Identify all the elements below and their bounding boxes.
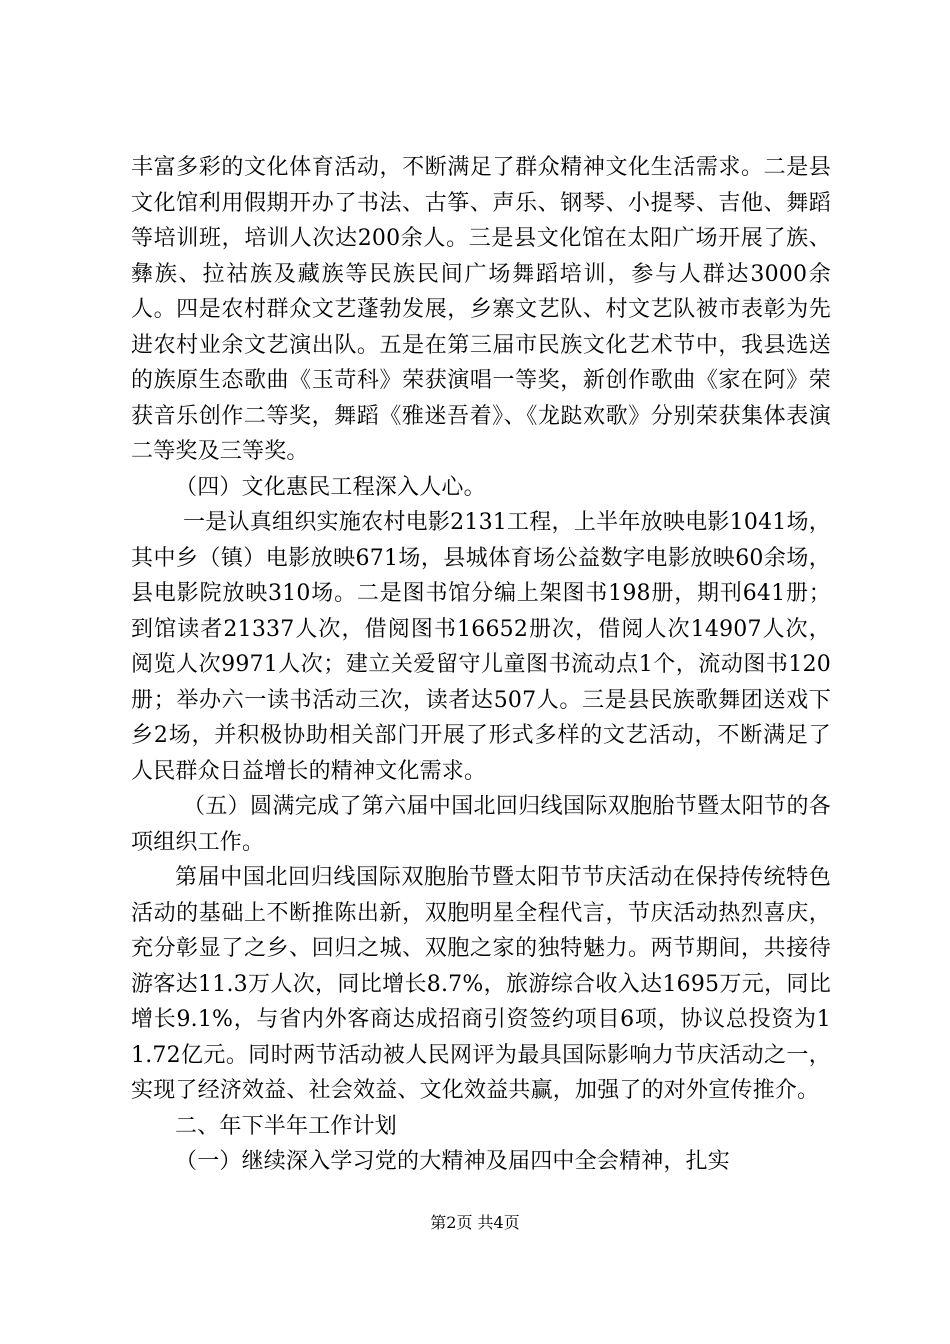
page-number-footer: 第2页 共4页 xyxy=(430,1213,520,1232)
heading-second-half-plan: 二、年下半年工作计划 xyxy=(175,1113,398,1139)
heading-section-five: （五）圆满完成了第六届中国北回归线国际双胞胎节暨太阳节的各项组织工作。 xyxy=(131,794,831,855)
paragraph-cultural-benefits: 一是认真组织实施农村电影2131工程，上半年放映电影1041场，其中乡（镇）电影放映671场，县城体育场公益数字电影放映60余场，县电影院放映310场。二是图书馆分编上架图书198册，期刊641册；到馆读者21337人次，借阅图书16652册次，借阅人次14907人次，阅览人次9971人次；建立关爱留守儿童图书流动点1个，流动图书120册；举办六一读书活动三次，读者达507人。三是县民族歌舞团送戏下乡2场，并积极协助相关部门开展了形式多样的文艺活动，不断满足了人民群众日益增长的精神文化需求。 xyxy=(131,510,831,784)
paragraph-twins-festival: 第届中国北回归线国际双胞胎节暨太阳节节庆活动在保持传统特色活动的基础上不断推陈出新，双胞明星全程代言，节庆活动热烈喜庆，充分彰显了之乡、回归之城、双胞之家的独特魅力。两节期间，共接待游客达11.3万人次，同比增长8.7%，旅游综合收入达1695万元，同比增长9.1%，与省内外客商达成招商引资签约项目6项，协议总投资为11.72亿元。同时两节活动被人民网评为最具国际影响力节庆活动之一，实现了经济效益、社会效益、文化效益共赢，加强了的对外宣传推介。 xyxy=(131,865,831,1103)
document-body xyxy=(131,150,831,1180)
heading-plan-item-one: （一）继续深入学习党的大精神及届四中全会精神，扎实 xyxy=(175,1149,731,1174)
heading-section-four: （四）文化惠民工程深入人心。 xyxy=(175,474,486,500)
paragraph-culture-activities: 丰富多彩的文化体育活动，不断满足了群众精神文化生活需求。二是县文化馆利用假期开办了书法、古筝、声乐、钢琴、小提琴、吉他、舞蹈等培训班，培训人次达200余人。三是县文化馆在太阳广场开展了族、彝族、拉祜族及藏族等民族民间广场舞蹈培训，参与人群达3000余人。四是农村群众文艺蓬勃发展，乡寨文艺队、村文艺队被市表彰为先进农村业余文艺演出队。五是在第三届市民族文化艺术节中，我县选送的族原生态歌曲《玉苛科》荣获演唱一等奖，新创作歌曲《家在阿》荣获音乐创作二等奖，舞蹈《雅迷吾着》、《龙跶欢歌》分别荣获集体表演二等奖及三等奖。 xyxy=(131,155,831,464)
